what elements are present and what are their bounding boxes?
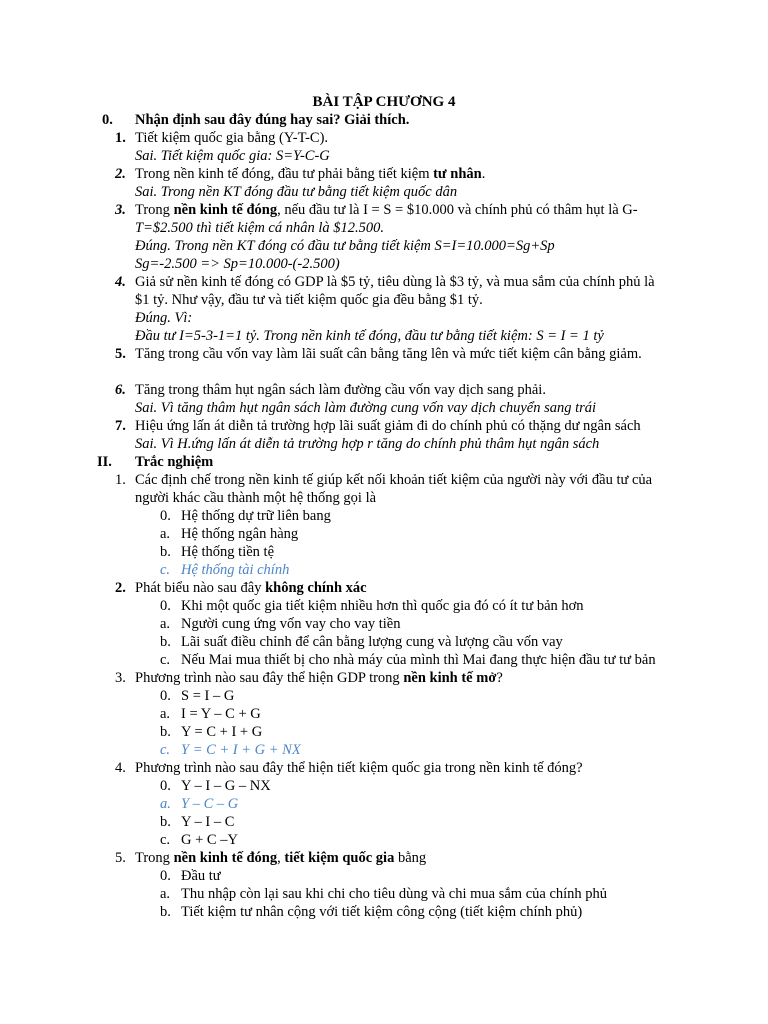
option-text: G + C –Y [181, 832, 238, 848]
item-question-cont: $1 tỷ. Như vậy, đầu tư và tiết kiệm quốc gia đều bằng $1 tỷ. [135, 292, 483, 308]
question-number: 2. [115, 580, 126, 596]
option-key: a. [160, 526, 171, 542]
option-key-correct: c. [160, 562, 171, 578]
option-text: Y – I – G – NX [181, 778, 271, 794]
item-answer-cont: Sg=-2.500 => Sp=10.000-(-2.500) [135, 256, 340, 272]
item-question: Tăng trong cầu vốn vay làm lãi suất cân bằng tăng lên và mức tiết kiệm cân bằng giảm. [135, 346, 642, 362]
item-answer: Sai. Vì H.ứng lấn át diễn tả trường hợp r tăng do chính phủ thâm hụt ngân sách [135, 436, 600, 452]
option-key: a. [160, 886, 171, 902]
section-heading: Nhận định sau đây đúng hay sai? Giải thích. [135, 112, 410, 128]
option-key: 0. [160, 778, 171, 794]
option-text: Hệ thống dự trữ liên bang [181, 508, 331, 524]
item-answer-cont: Đầu tư I=5-3-1=1 tỷ. Trong nền kinh tế đóng, đầu tư bằng tiết kiệm: S = I = 1 tỷ [135, 328, 604, 344]
item-number: 6. [115, 382, 126, 398]
option-text: Tiết kiệm tư nhân cộng với tiết kiệm công cộng (tiết kiệm chính phủ) [181, 904, 583, 920]
question-text: Trong nền kinh tế đóng, tiết kiệm quốc gia bằng [135, 850, 427, 866]
option-text: Y = C + I + G [181, 724, 263, 740]
section-number: II. [97, 454, 112, 470]
option-key: 0. [160, 598, 171, 614]
item-answer: Sai. Vì tăng thâm hụt ngân sách làm đường cung vốn vay dịch chuyển sang trái [135, 400, 597, 416]
item-question: Giả sử nền kinh tế đóng có GDP là $5 tỷ, tiêu dùng là $3 tỷ, và mua sắm của chính phủ là [135, 274, 655, 290]
item-number: 2. [115, 166, 126, 182]
section-heading: Trắc nghiệm [135, 454, 214, 470]
option-key: b. [160, 724, 171, 740]
question-text: Phương trình nào sau đây thể hiện tiết kiệm quốc gia trong nền kinh tế đóng? [135, 760, 583, 776]
option-text: Y – I – C [181, 814, 235, 830]
option-key: b. [160, 814, 171, 830]
question-number: 1. [115, 472, 126, 488]
question-number: 4. [115, 760, 126, 776]
item-answer: Sai. Trong nền KT đóng đầu tư bằng tiết kiệm quốc dân [135, 184, 458, 200]
option-text-correct: Hệ thống tài chính [181, 562, 290, 578]
option-text: Thu nhập còn lại sau khi chi cho tiêu dùng và chi mua sắm của chính phủ [181, 886, 608, 902]
option-text: Nếu Mai mua thiết bị cho nhà máy của mình thì Mai đang thực hiện đầu tư tư bản [181, 652, 656, 668]
option-key: b. [160, 904, 171, 920]
item-question-cont: T=$2.500 thì tiết kiệm cá nhân là $12.500. [135, 220, 385, 236]
section-number: 0. [102, 112, 113, 128]
item-number: 3. [115, 202, 126, 218]
question-number: 3. [115, 670, 126, 686]
option-text: S = I – G [181, 688, 235, 704]
item-question: Tiết kiệm quốc gia bằng (Y-T-C). [135, 130, 329, 146]
option-key: b. [160, 544, 171, 560]
question-text: Phương trình nào sau đây thể hiện GDP trong nền kinh tế mở? [135, 670, 503, 686]
item-answer: Đúng. Vì: [135, 310, 193, 326]
item-question: Tăng trong thâm hụt ngân sách làm đường cầu vốn vay dịch sang phải. [135, 382, 546, 398]
item-answer: Đúng. Trong nền KT đóng có đầu tư bằng tiết kiệm S=I=10.000=Sg+Sp [135, 238, 555, 254]
option-text: I = Y – C + G [181, 706, 261, 722]
option-text: Đầu tư [181, 868, 221, 884]
item-number: 4. [115, 274, 126, 290]
question-text: Phát biểu nào sau đây không chính xác [135, 580, 367, 596]
option-key: c. [160, 652, 171, 668]
option-text-correct: Y = C + I + G + NX [181, 742, 301, 758]
option-key: 0. [160, 868, 171, 884]
item-number: 7. [115, 418, 126, 434]
option-key: a. [160, 616, 171, 632]
option-text: Hệ thống tiền tệ [181, 544, 275, 560]
question-number: 5. [115, 850, 126, 866]
option-text: Người cung ứng vốn vay cho vay tiền [181, 616, 401, 632]
item-question: Trong nền kinh tế đóng, nếu đầu tư là I = S = $10.000 và chính phủ có thâm hụt là G- [135, 202, 638, 218]
option-text-correct: Y – C – G [181, 796, 239, 812]
item-number: 1. [115, 130, 126, 146]
item-question: Hiệu ứng lấn át diễn tả trường hợp lãi suất giảm đi do chính phủ có thặng dư ngân sách [135, 418, 641, 434]
item-question: Trong nền kinh tế đóng, đầu tư phải bằng tiết kiệm tư nhân. [135, 166, 486, 182]
option-key-correct: c. [160, 742, 171, 758]
item-number: 5. [115, 346, 126, 362]
option-key: a. [160, 706, 171, 722]
item-answer: Sai. Tiết kiệm quốc gia: S=Y-C-G [135, 148, 330, 164]
option-text: Khi một quốc gia tiết kiệm nhiều hơn thì quốc gia đó có ít tư bản hơn [181, 598, 584, 614]
option-key: c. [160, 832, 171, 848]
option-text: Hệ thống ngân hàng [181, 526, 299, 542]
option-key: 0. [160, 688, 171, 704]
question-text-cont: người khác cầu thành một hệ thống gọi là [135, 490, 377, 506]
option-key: 0. [160, 508, 171, 524]
option-text: Lãi suất điều chỉnh để cân bằng lượng cung và lượng cầu vốn vay [181, 634, 563, 650]
option-key-correct: a. [160, 796, 171, 812]
page-title: BÀI TẬP CHƯƠNG 4 [312, 94, 456, 110]
option-key: b. [160, 634, 171, 650]
question-text: Các định chế trong nền kinh tế giúp kết nối khoản tiết kiệm của người này với đầu tư của [135, 472, 653, 488]
